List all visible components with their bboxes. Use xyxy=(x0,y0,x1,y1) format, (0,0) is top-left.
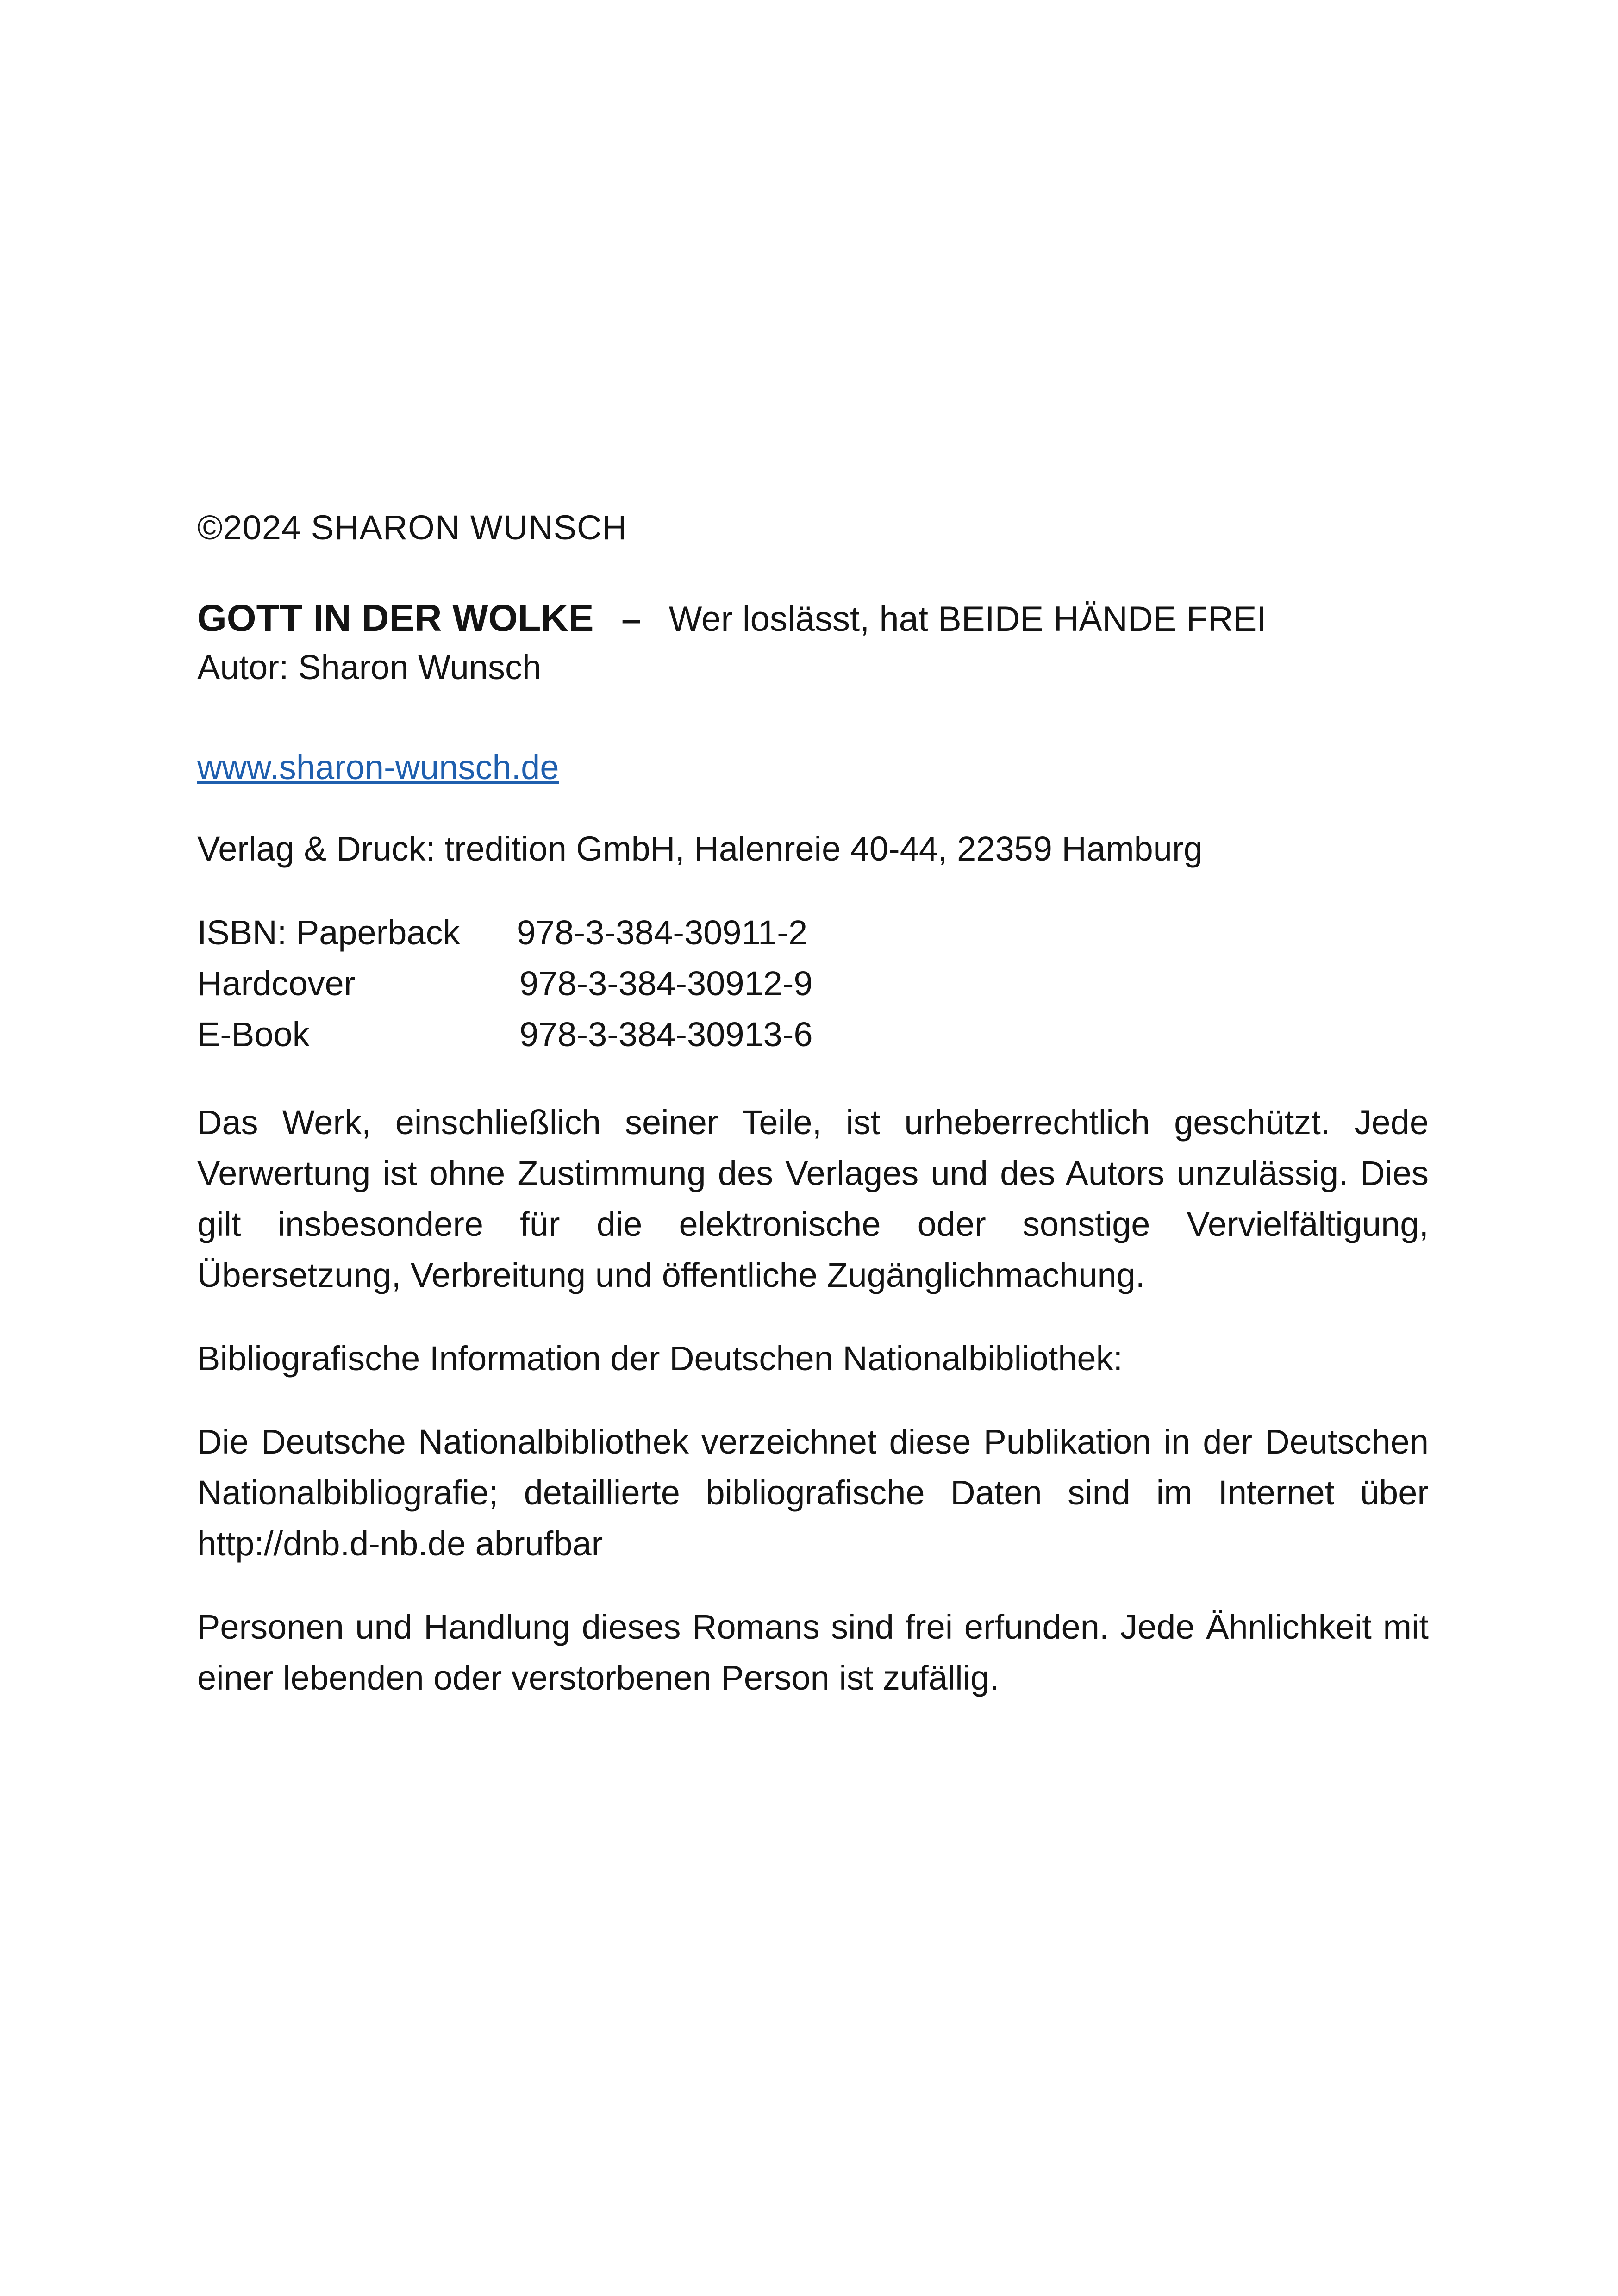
isbn-number: 978-3-384-30913-6 xyxy=(519,1015,813,1054)
publisher-line: Verlag & Druck: tredition GmbH, Halenreie 40-44, 22359 Hamburg xyxy=(197,830,1203,868)
isbn-row xyxy=(197,958,1429,1009)
website-link[interactable]: www.sharon-wunsch.de xyxy=(197,748,559,786)
title-separator: – xyxy=(621,599,641,639)
isbn-number: 978-3-384-30912-9 xyxy=(519,964,813,1003)
copyright-notice: ©2024 SHARON WUNSCH xyxy=(197,508,627,547)
isbn-label: E-Book xyxy=(197,1015,310,1054)
bibliographic-heading: Bibliografische Information der Deutschen Nationalbibliothek: xyxy=(197,1339,1123,1378)
book-title: GOTT IN DER WOLKE xyxy=(197,597,594,639)
copyright-rights-text: Das Werk, einschließlich seiner Teile, ist urheberrechtlich geschützt. Jede Verwertung ist ohne Zustimmung des Verlages und des Autors unzulässig. Dies gilt insbesondere für die elektronische oder sonstige Vervielfältigung, Übersetzung, Verbreitung und öffentliche Zugänglichmachung. xyxy=(197,1103,1429,1294)
author-line: Autor: Sharon Wunsch xyxy=(197,648,542,686)
isbn-label: ISBN: Paperback xyxy=(197,913,460,952)
bibliographic-text: Die Deutsche Nationalbibliothek verzeichnet diese Publikation in der Deutschen Nationalbibliografie; detaillierte bibliografische Daten sind im Internet über http://dnb.d-nb.de abrufbar xyxy=(197,1423,1429,1563)
isbn-row xyxy=(197,907,1429,958)
imprint-page xyxy=(197,505,1429,1703)
isbn-label: Hardcover xyxy=(197,964,356,1003)
website-block xyxy=(197,744,1429,791)
isbn-table xyxy=(197,907,1429,1060)
book-subtitle: Wer loslässt, hat BEIDE HÄNDE FREI xyxy=(668,599,1267,639)
book-title-line xyxy=(197,593,1429,644)
isbn-row xyxy=(197,1009,1429,1060)
isbn-number: 978-3-384-30911-2 xyxy=(517,913,808,952)
fiction-notice: Personen und Handlung dieses Romans sind frei erfunden. Jede Ähnlichkeit mit einer lebenden oder verstorbenen Person ist zufällig. xyxy=(197,1608,1429,1697)
